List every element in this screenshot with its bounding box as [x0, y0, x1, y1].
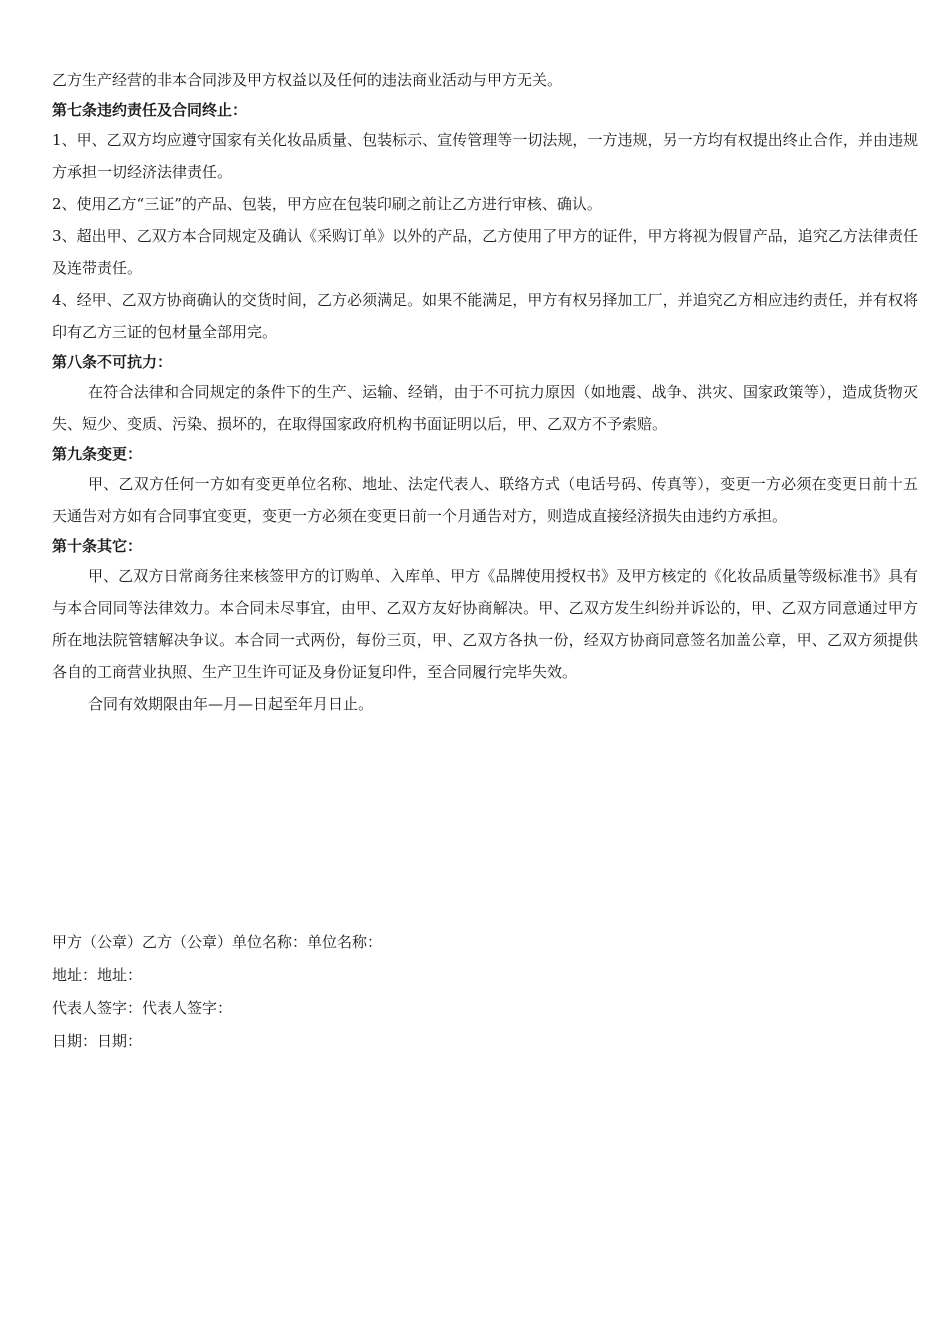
intro-text: 乙方生产经营的非本合同涉及甲方权益以及任何的违法商业活动与甲方无关。: [52, 71, 563, 89]
signature-address: 地址：地址：: [52, 966, 143, 984]
article-8-text: 在符合法律和合同规定的条件下的生产、运输、经销，由于不可抗力原因（如地震、战争、洪灾、国家政策等），造成货物灭失、短少、变质、污染、损坏的，在取得国家政府机构书面证明以后，甲、乙双方不予索赔。: [52, 383, 918, 433]
article-7-heading: 第七条违约责任及合同终止：: [52, 101, 248, 119]
article-7-item-3: 3、超出甲、乙双方本合同规定及确认《采购订单》以外的产品，乙方使用了甲方的证件，甲方将视为假冒产品，追究乙方法律责任及连带责任。: [52, 227, 918, 277]
article-7-item-1: 1、甲、乙双方均应遵守国家有关化妆品质量、包装标示、宣传管理等一切法规，一方违规，另一方均有权提出终止合作，并由违规方承担一切经济法律责任。: [52, 131, 918, 181]
article-7-item-4: 4、经甲、乙双方协商确认的交货时间，乙方必须满足。如果不能满足，甲方有权另择加工厂，并追究乙方相应违约责任，并有权将印有乙方三证的包材量全部用完。: [52, 291, 918, 341]
article-10-heading: 第十条其它：: [52, 537, 143, 555]
signature-representative: 代表人签字：代表人签字：: [52, 999, 233, 1017]
article-7-item-2: 2、使用乙方“三证”的产品、包装，甲方应在包装印刷之前让乙方进行审核、确认。: [52, 195, 602, 213]
article-8-heading: 第八条不可抗力：: [52, 353, 173, 371]
validity-text: 合同有效期限由年—月—日起至年月日止。: [88, 695, 374, 713]
article-9-heading: 第九条变更：: [52, 445, 143, 463]
signature-parties: 甲方（公章）乙方（公章）单位名称：单位名称：: [52, 933, 383, 951]
contract-body: [52, 64, 918, 720]
article-10-text: 甲、乙双方日常商务往来核签甲方的订购单、入库单、甲方《品牌使用授权书》及甲方核定的《化妆品质量等级标准书》具有与本合同同等法律效力。本合同未尽事宜，由甲、乙双方友好协商解决。甲、乙双方发生纠纷并诉讼的，甲、乙双方同意通过甲方所在地法院管辖解决争议。本合同一式两份，每份三页，甲、乙双方各执一份，经双方协商同意签名加盖公章，甲、乙双方须提供各自的工商营业执照、生产卫生许可证及身份证复印件，至合同履行完毕失效。: [52, 567, 918, 681]
signature-block: [52, 926, 918, 1058]
signature-date: 日期：日期：: [52, 1032, 143, 1050]
article-9-text: 甲、乙双方任何一方如有变更单位名称、地址、法定代表人、联络方式（电话号码、传真等），变更一方必须在变更日前十五天通告对方如有合同事宜变更，变更一方必须在变更日前一个月通告对方，则造成直接经济损失由违约方承担。: [52, 475, 918, 525]
